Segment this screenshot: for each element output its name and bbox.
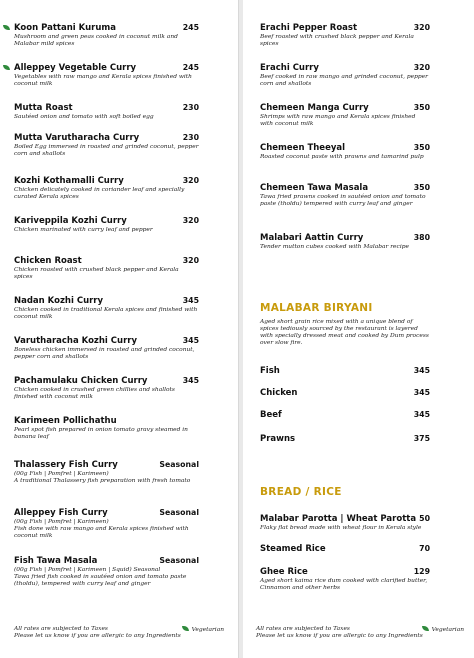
footer-left [14,626,224,640]
vegetarian-legend [182,626,224,634]
item-description: Aged short kaima rice dum cooked with clarified butter, Cinnamon and other herbs [260,578,428,591]
item-name: Nadan Kozhi Curry [14,296,104,306]
item-name: Alleppey Vegetable Curry [14,63,137,73]
item-price: 345 [413,388,430,397]
section-title-bread-rice: BREAD / RICE [260,486,342,498]
item-price: 50 [419,514,430,523]
item-name: Chicken Roast [14,256,82,266]
item-description: Tawa fried prawns cooked in sautéed onion and tomato paste (tholdu) tempered with curry leaf and ginger [260,194,426,207]
item-price: 345 [413,410,430,419]
item-description: Flaky flat bread made with wheat flour in Kerala style [260,525,422,531]
item-price: 320 [182,256,199,265]
item-price: 375 [413,434,430,443]
item-name: Erachi Curry [260,63,319,73]
item-name: Koon Pattani Kuruma [14,23,116,33]
allergy-note: Please let us know if you are allergic to any Ingredients [256,633,423,639]
menu-item [260,544,430,554]
menu-item [14,176,199,201]
item-name: Chemeen Manga Curry [260,103,369,113]
item-description: Vegetables with raw mango and Kerala spices finished with coconut milk [14,74,192,87]
item-price: 245 [182,63,199,72]
item-name: Thalassery Fish Curry [14,460,118,470]
menu-item [260,143,430,161]
item-description: Beef roasted with crushed black pepper and Kerala spices [260,34,414,47]
menu-item [14,216,199,234]
item-price: 345 [413,366,430,375]
item-name: Beef [260,410,282,420]
menu-item [260,23,430,48]
item-name: Malabari Aattin Curry [260,233,364,243]
item-description: Shrimps with raw mango and Kerala spices finished with coconut milk [260,114,416,127]
allergy-note: Please let us know if you are allergic to any Ingredients [14,633,181,639]
item-price: 345 [182,376,199,385]
item-description: Sautéed onion and tomato with soft boiled egg [14,114,154,120]
menu-item [14,556,199,588]
menu-item [14,133,199,158]
item-price: Seasonal [159,508,199,517]
menu-item [260,514,430,532]
item-name: Karimeen Pollichathu [14,416,117,426]
item-name: Mutta Varutharacha Curry [14,133,140,143]
vegetarian-label: Vegetarian [191,627,224,633]
item-name: Kozhi Kothamalli Curry [14,176,124,186]
vegetarian-legend [422,626,464,634]
item-price: Seasonal [159,556,199,565]
menu-item [14,296,199,321]
vegetarian-leaf-icon [422,626,429,631]
menu-item [14,256,199,281]
item-price: Seasonal [159,460,199,469]
menu-item [260,233,430,251]
item-price: 320 [182,176,199,185]
item-price: 345 [182,336,199,345]
item-name: Pachamulaku Chicken Curry [14,376,148,386]
item-name: Steamed Rice [260,544,326,554]
footer-right [256,626,464,640]
item-name: Ghee Rice [260,567,308,577]
menu-item [14,23,199,48]
item-description: Roasted coconut paste with prawns and tamarind pulp [260,154,424,160]
item-price: 320 [413,63,430,72]
menu-item [14,376,199,401]
item-price: 320 [413,23,430,32]
menu-item [260,434,430,444]
item-price: 380 [413,233,430,242]
item-description: (00g Fish | Pomfret | Karimeen) A traditional Thalassery fish preparation with fresh tomato [14,471,191,484]
item-description: Beef cooked in raw mango and grinded coconut, pepper corn and shallots [260,74,428,87]
item-name: Fish [260,366,280,376]
item-price: 230 [182,103,199,112]
item-description: Chicken cooked in crushed green chillies and shallots finished with coconut milk [14,387,175,400]
item-price: 70 [419,544,430,553]
item-description: Tender mutton cubes cooked with Malabar recipe [260,244,409,250]
item-name: Prawns [260,434,296,444]
menu-item [14,63,199,88]
item-price: 245 [182,23,199,32]
item-description: Chicken cooked in traditional Kerala spices and finished with coconut milk [14,307,198,320]
tax-note: All rates are subjected to Taxes [256,626,350,632]
item-name: Chemeen Tawa Masala [260,183,369,193]
item-name: Kariveppila Kozhi Curry [14,216,127,226]
item-price: 230 [182,133,199,142]
item-name: Malabar Parotta | Wheat Parotta [260,514,417,524]
section-title-biryani: MALABAR BIRYANI [260,302,373,314]
item-price: 350 [413,103,430,112]
menu-item [14,508,199,540]
item-price: 129 [413,567,430,576]
menu-item [260,63,430,88]
item-description: (00g Fish | Pomfret | Karimeen | Squid) Seasonal Tawa fried fish cooked in sautéed onion and tomato paste (tholdu), tempered with curry leaf and ginger [14,567,187,587]
item-name: Mutta Roast [14,103,73,113]
item-price: 345 [182,296,199,305]
menu-item [260,103,430,128]
item-price: 320 [182,216,199,225]
menu-item [260,388,430,398]
item-name: Varutharacha Kozhi Curry [14,336,138,346]
menu-item [260,410,430,420]
item-description: Pearl spot fish prepared in onion tomato gravy steamed in banana leaf [14,427,188,440]
menu-item [14,460,199,485]
item-price: 350 [413,183,430,192]
menu-item [260,366,430,376]
item-description: Boiled Egg immersed in roasted and grinded coconut, pepper corn and shallots [14,144,199,157]
menu-item [260,567,430,592]
menu-item [14,416,199,441]
tax-note: All rates are subjected to Taxes [14,626,108,632]
item-description: Chicken delicately cooked in coriander leaf and specially curated Kerala spices [14,187,185,200]
vegetarian-leaf-icon [3,65,10,70]
item-name: Alleppey Fish Curry [14,508,108,518]
menu-item [14,336,199,361]
menu-item [260,183,430,208]
item-name: Chemeen Theeyal [260,143,346,153]
item-name: Fish Tawa Masala [14,556,98,566]
section-description [260,318,430,347]
item-description: Chicken roasted with crushed black pepper and Kerala spices [14,267,179,280]
item-description: (00g Fish | Pomfret | Karimeen) Fish done with raw mango and Kerala spices finished with coconut milk [14,519,189,539]
biryani-description: Aged short grain rice mixed with a unique blend of spices tediously sourced by the restaurant is layered with specially dressed meat and cooked by Dum process over slow fire. [260,319,429,346]
item-description: Boneless chicken immersed in roasted and grinded coconut, pepper corn and shallots [14,347,195,360]
vegetarian-label: Vegetarian [431,627,464,633]
item-price: 350 [413,143,430,152]
item-description: Chicken marinated with curry leaf and pepper [14,227,153,233]
item-name: Chicken [260,388,298,398]
vegetarian-leaf-icon [182,626,189,631]
item-name: Erachi Pepper Roast [260,23,358,33]
menu-item [14,103,199,121]
column-divider [238,0,243,658]
vegetarian-leaf-icon [3,25,10,30]
item-description: Mushroom and green peas cooked in coconut milk and Malabar mild spices [14,34,178,47]
